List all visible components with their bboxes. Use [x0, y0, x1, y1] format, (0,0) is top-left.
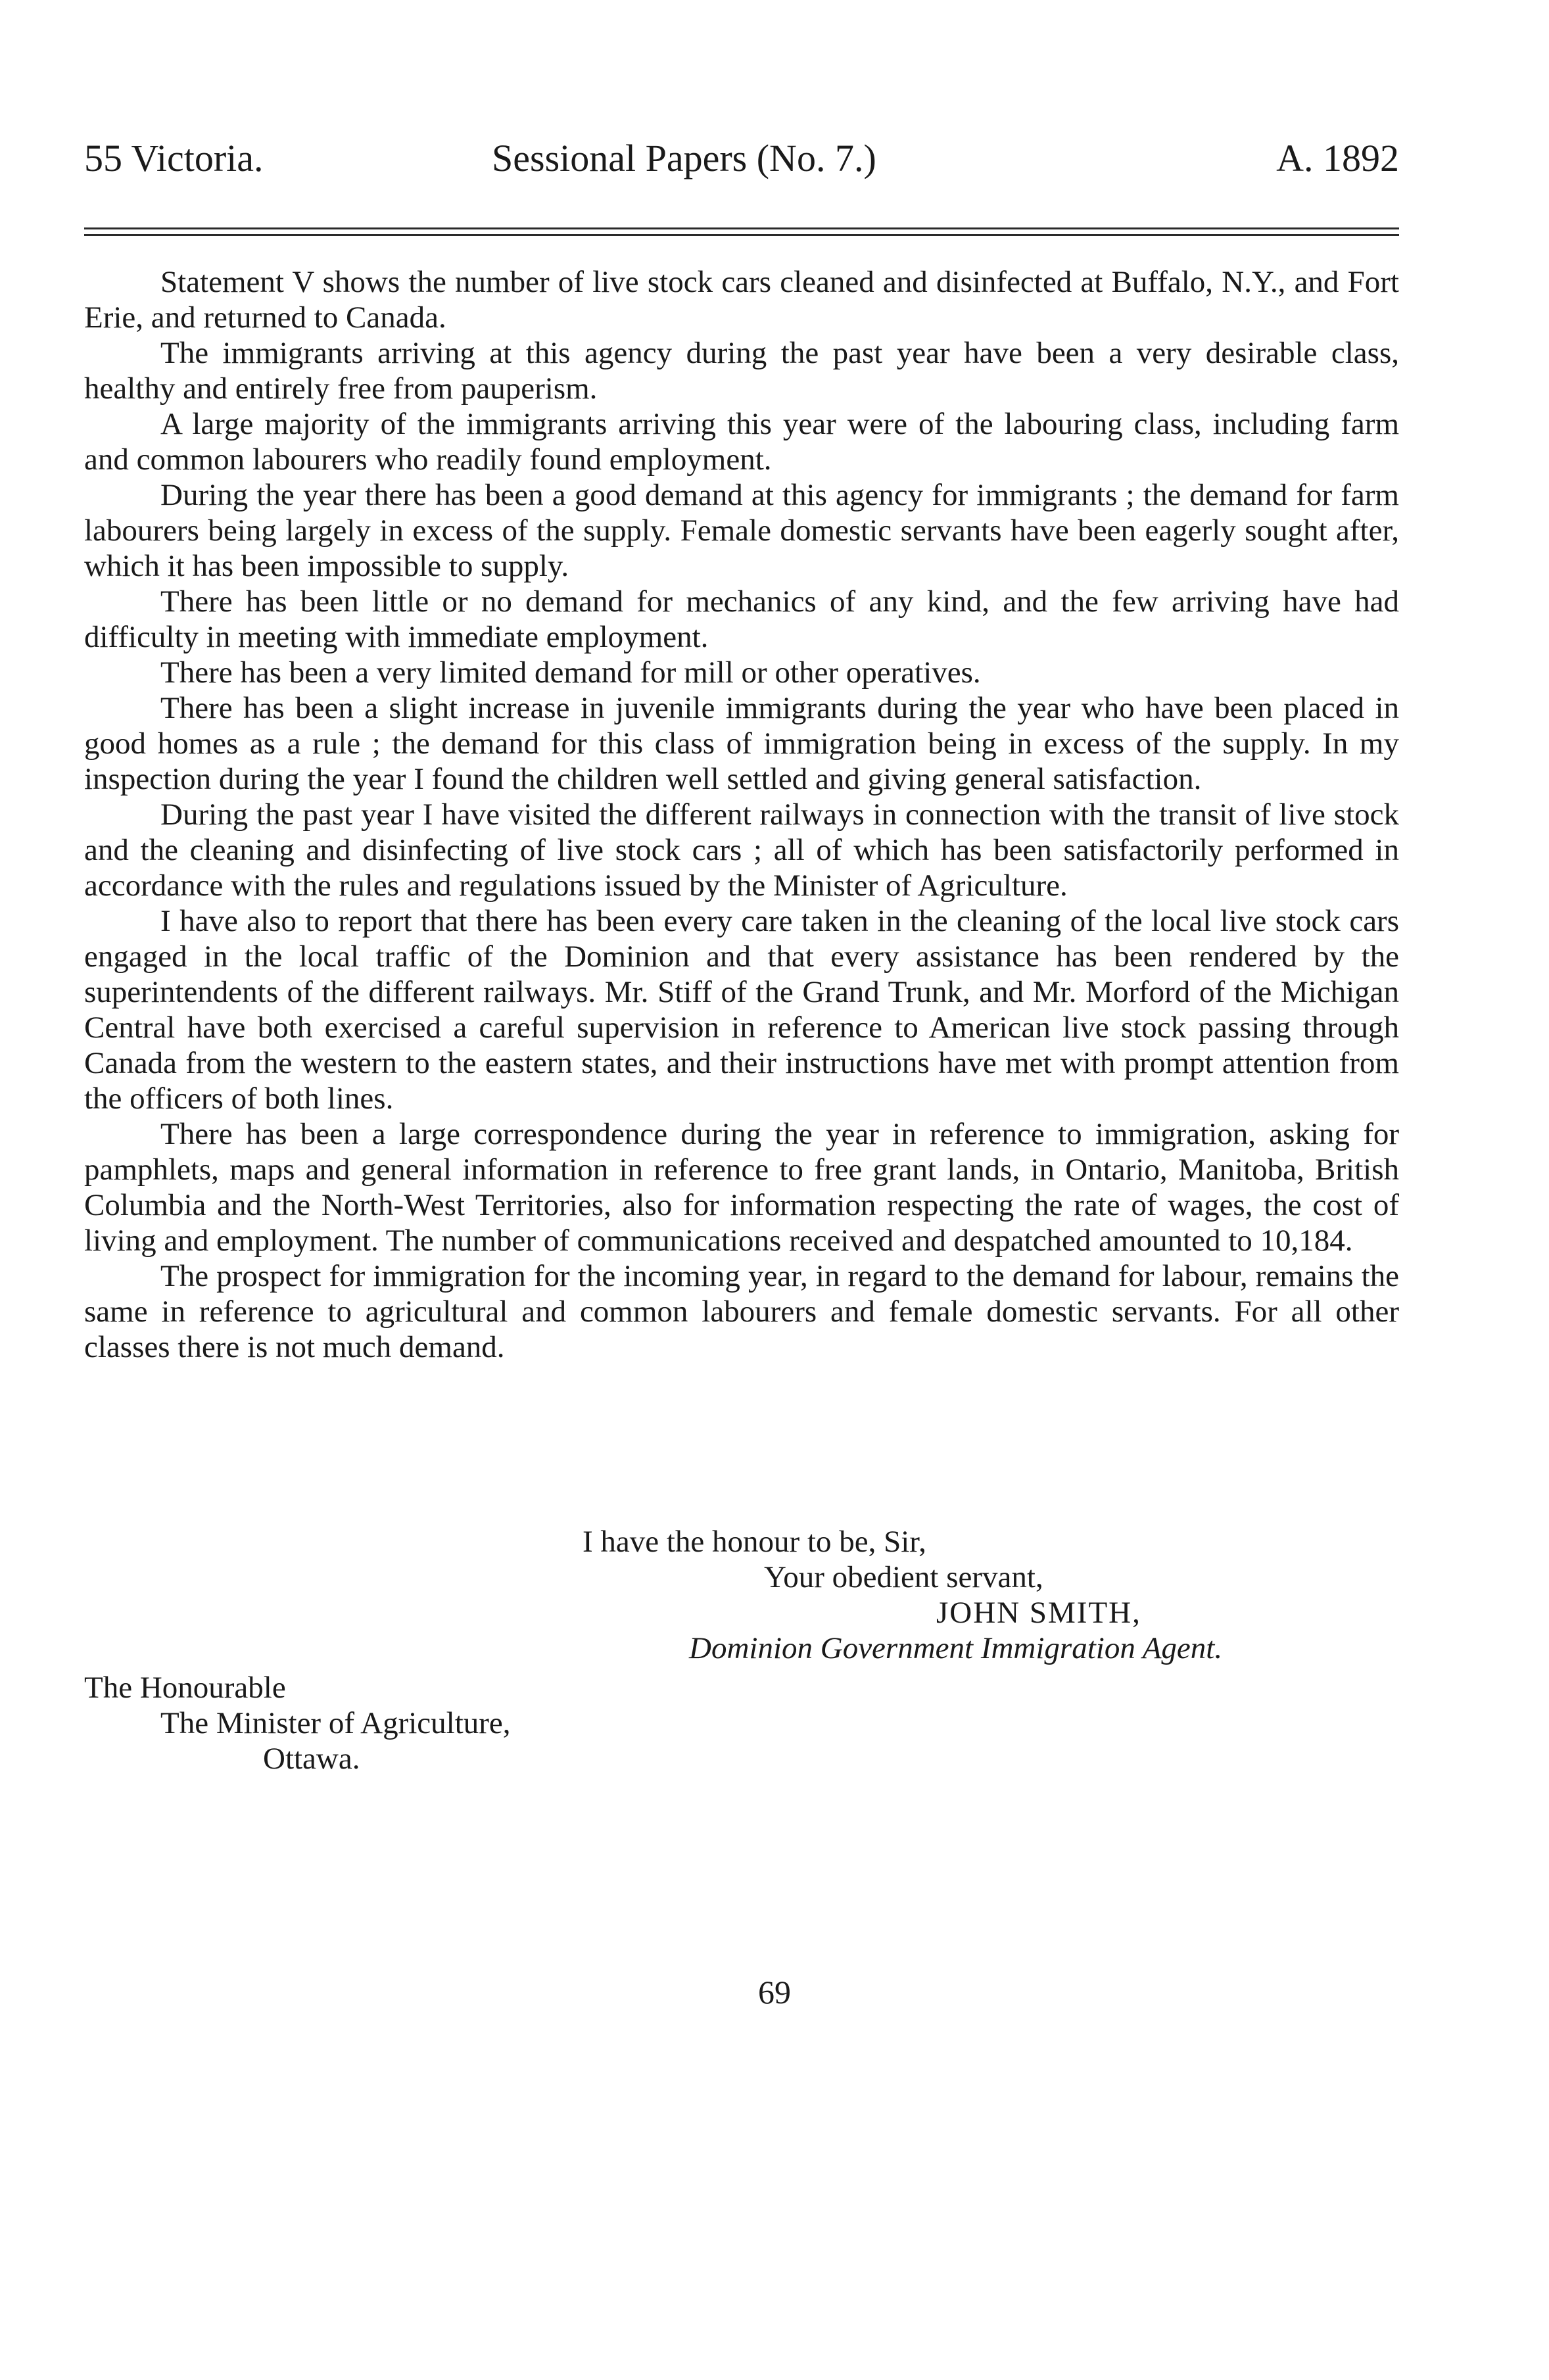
closing-honour: I have the honour to be, Sir,	[583, 1525, 926, 1559]
report-body	[84, 264, 1399, 1365]
paragraph: The immigrants arriving at this agency during the past year have been a very desirable class, healthy and entirely free from pauperism.	[84, 336, 1399, 406]
addressee-line-2: The Minister of Agriculture,	[160, 1706, 511, 1740]
header-year: A. 1892	[1276, 137, 1399, 179]
paragraph: There has been a large correspondence during the year in reference to immigration, asking for pamphlets, maps and general information in reference to free grant lands, in Ontario, Manitoba, British Columbia and the North-West Territories, also for information respecting the rate of wages, the cost of living and employment. The number of communications received and despatched amounted to 10,184.	[84, 1117, 1399, 1258]
closing-servant: Your obedient servant,	[764, 1560, 1043, 1594]
paragraph: The prospect for immigration for the incoming year, in regard to the demand for labour, remains the same in reference to agricultural and common labourers and female domestic servants. For all other classes there is not much demand.	[84, 1259, 1399, 1364]
paragraph: There has been a very limited demand for mill or other operatives.	[160, 655, 981, 690]
header-rule-bottom	[84, 234, 1399, 236]
paragraph: During the past year I have visited the different railways in connection with the transit of live stock and the cleaning and disinfecting of live stock cars ; all of which has been satisfactorily performed in accordance with the rules and regulations issued by the Minister of Agriculture.	[84, 797, 1399, 903]
paragraph: A large majority of the immigrants arriving this year were of the labouring class, including farm and common labourers who readily found employment.	[84, 407, 1399, 477]
addressee-line-1: The Honourable	[84, 1671, 286, 1705]
header-title: Sessional Papers (No. 7.)	[492, 137, 876, 179]
page-number: 69	[758, 1974, 791, 2011]
header-rule-top	[84, 227, 1399, 229]
header-session: 55 Victoria.	[84, 137, 264, 179]
addressee-line-3: Ottawa.	[263, 1742, 360, 1776]
paragraph: Statement V shows the number of live stock cars cleaned and disinfected at Buffalo, N.Y., and Fort Erie, and returned to Canada.	[84, 265, 1399, 335]
signatory-name: JOHN SMITH,	[936, 1596, 1141, 1630]
paragraph: There has been little or no demand for mechanics of any kind, and the few arriving have had difficulty in meeting with immediate employment.	[84, 584, 1399, 654]
paragraph: I have also to report that there has been every care taken in the cleaning of the local live stock cars engaged in the local traffic of the Dominion and that every assistance has been rendered by the superintendents of the different railways. Mr. Stiff of the Grand Trunk, and Mr. Morford of the Michigan Central have both exercised a careful supervision in reference to American live stock passing through Canada from the western to the eastern states, and their instructions have met with prompt attention from the officers of both lines.	[84, 904, 1399, 1116]
signatory-title: Dominion Government Immigration Agent.	[689, 1631, 1223, 1665]
running-header	[84, 129, 1399, 188]
paragraph: During the year there has been a good demand at this agency for immigrants ; the demand for farm labourers being largely in excess of the supply. Female domestic servants have been eagerly sought after, which it has been impossible to supply.	[84, 478, 1399, 583]
paragraph: There has been a slight increase in juvenile immigrants during the year who have been placed in good homes as a rule ; the demand for this class of immigration being in excess of the supply. In my inspection during the year I found the children well settled and giving general satisfaction.	[84, 691, 1399, 796]
